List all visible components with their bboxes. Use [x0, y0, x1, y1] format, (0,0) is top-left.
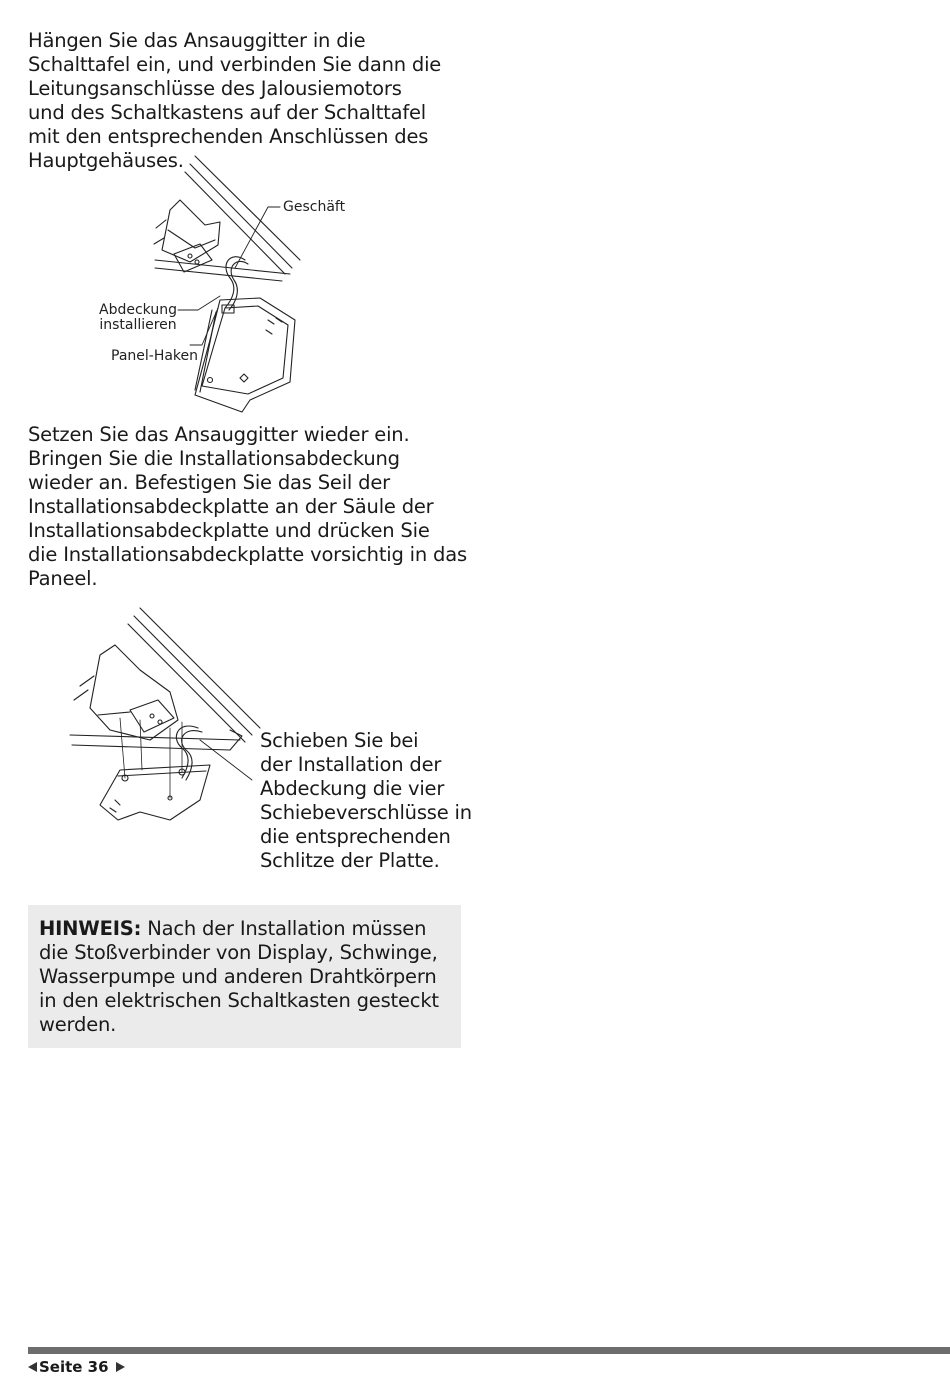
note-line: die Stoßverbinder von Display, Schwinge, — [39, 941, 438, 964]
previous-page-arrow-icon[interactable] — [28, 1362, 37, 1372]
footer-divider — [28, 1347, 950, 1354]
step2-line: Paneel. — [28, 567, 98, 590]
note-line: in den elektrischen Schaltkasten gesteckt — [39, 989, 439, 1012]
note-first-line — [39, 917, 439, 941]
label-panel-hook: Panel-Haken — [111, 348, 199, 364]
label-cover-install — [98, 303, 178, 333]
step2-line: wieder an. Befestigen Sie das Seil der — [28, 471, 390, 494]
step2-line: Installationsabdeckplatte an der Säule der — [28, 495, 434, 518]
note-box — [28, 905, 461, 1048]
cover-plate — [100, 765, 210, 820]
note-line: Wasserpumpe und anderen Drahtkörpern — [39, 965, 437, 988]
next-page-arrow-icon[interactable] — [116, 1362, 125, 1372]
caption-line: Schiebeverschlüsse in — [260, 801, 472, 824]
alignment-guide-lines — [120, 718, 182, 798]
step2-paragraph — [28, 423, 467, 591]
figure2-caption — [260, 729, 472, 873]
step1-line: und des Schaltkastens auf der Schalttafel — [28, 101, 427, 124]
caption-line: die entsprechenden — [260, 825, 451, 848]
step2-line: Setzen Sie das Ansauggitter wieder ein. — [28, 423, 410, 446]
wire-connector — [222, 257, 248, 313]
page-number: Seite 36 — [39, 1358, 109, 1376]
caption-line: Schlitze der Platte. — [260, 849, 440, 872]
caption-line: Schieben Sie bei — [260, 729, 419, 752]
label-cover-line: Abdeckung — [99, 302, 177, 318]
note-first-line-text: Nach der Installation müssen — [141, 917, 427, 940]
step1-line: Leitungsanschlüsse des Jalousiemotors — [28, 77, 402, 100]
caption-line: Abdeckung die vier — [260, 777, 445, 800]
page-footer — [28, 1357, 125, 1377]
caption-line: der Installation der — [260, 753, 442, 776]
step2-line: Bringen Sie die Installationsabdeckung — [28, 447, 400, 470]
note-label: HINWEIS: — [39, 917, 142, 940]
step1-line: mit den entsprechenden Anschlüssen des — [28, 125, 429, 148]
grille-hanging-illustration — [150, 150, 310, 420]
cover-plate-illustration — [70, 600, 260, 830]
note-text — [39, 917, 439, 1037]
label-geschaeft: Geschäft — [283, 199, 346, 215]
step1-line: Schalttafel ein, und verbinden Sie dann die — [28, 53, 442, 76]
grille-panel — [195, 298, 295, 412]
step2-line: die Installationsabdeckplatte vorsichtig in das — [28, 543, 467, 566]
step2-line: Installationsabdeckplatte und drücken Sie — [28, 519, 430, 542]
step1-line: Hauptgehäuses. — [28, 149, 184, 172]
note-line: werden. — [39, 1013, 117, 1036]
step1-line: Hängen Sie das Ansauggitter in die — [28, 29, 366, 52]
label-cover-line: installieren — [99, 317, 177, 333]
